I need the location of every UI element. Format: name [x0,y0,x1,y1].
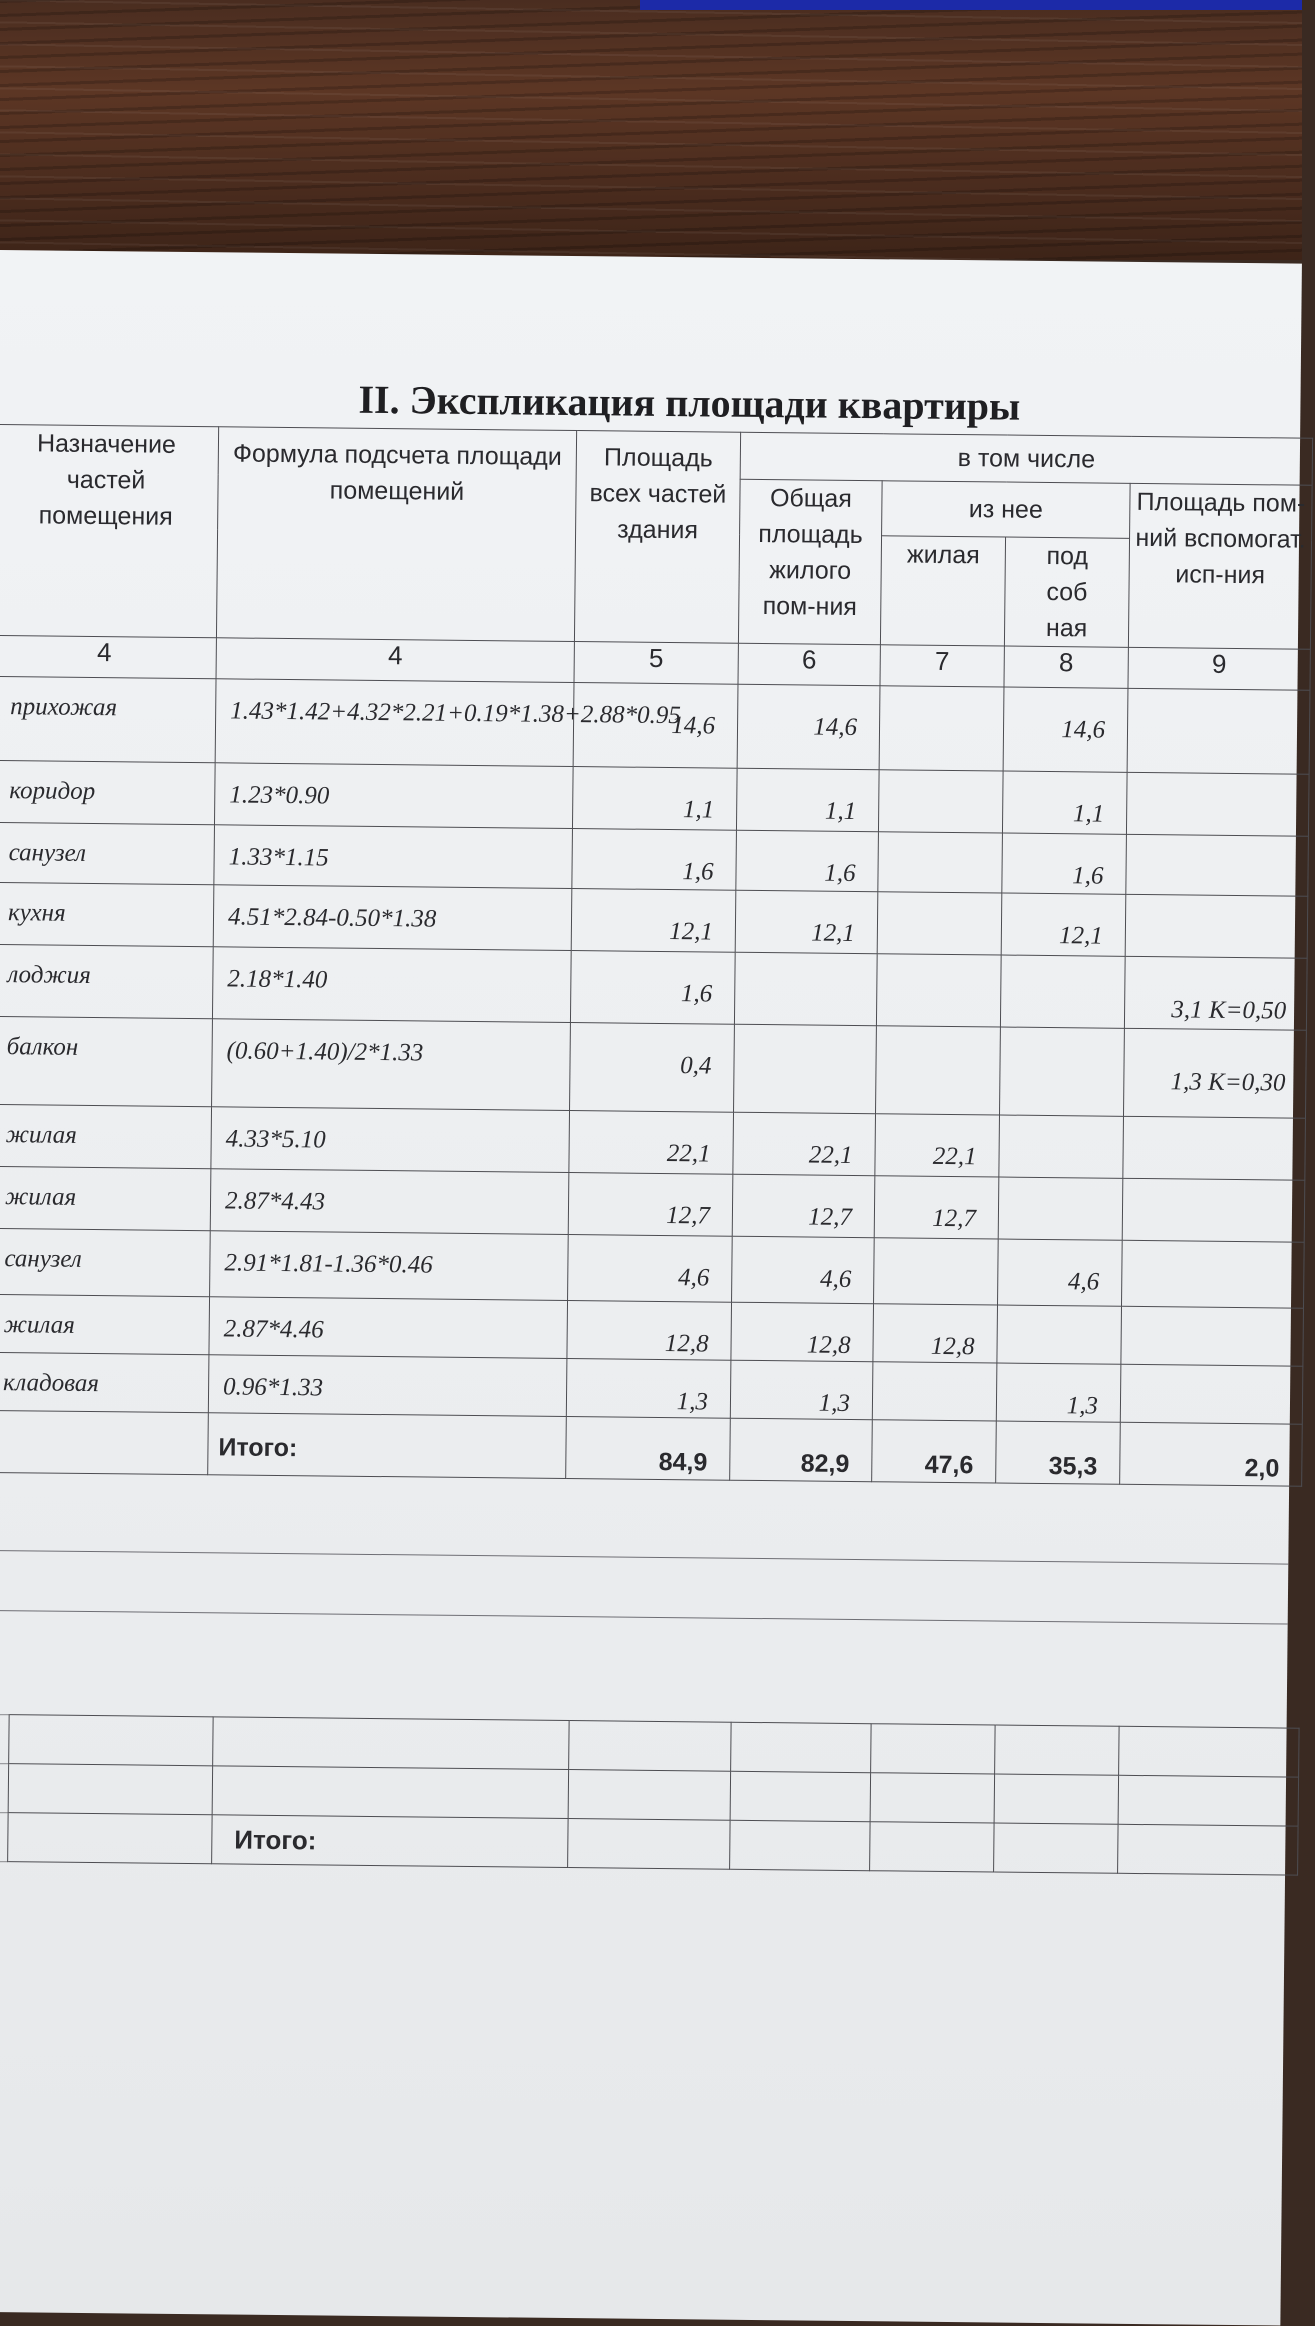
room-auxiliary [1122,1240,1305,1308]
room-aux: 14,6 [1003,687,1128,772]
room-formula: 1.33*1.15 [214,825,573,889]
divider-line [0,1610,1288,1625]
room-area: 12,7 [568,1173,733,1237]
column-number: 5 [574,642,738,685]
room-area: 0,4 [570,1023,735,1113]
header-total-living: Общая площадь жилого пом-ния [738,479,882,644]
room-name: жилая [0,1166,211,1230]
room-living: 12,7 [874,1176,999,1239]
room-aux [999,1115,1124,1178]
room-formula: 1.23*0.90 [214,763,573,829]
room-aux: 1,1 [1002,771,1127,834]
room-aux [998,1177,1123,1240]
room-name: жилая [0,1294,210,1354]
column-number: 8 [1004,646,1128,688]
room-aux: 4,6 [998,1239,1123,1306]
room-auxiliary: 3,1 K=0,50 [1124,956,1307,1030]
room-living [876,1026,1001,1115]
room-auxiliary [1121,1306,1304,1366]
header-purpose: Назначение частей помещения [0,424,219,637]
room-living [878,770,1003,833]
room-area: 4,6 [568,1235,733,1303]
room-aux [997,1305,1122,1364]
room-total-living [734,952,877,1025]
room-living [876,954,1001,1027]
room-living [874,1238,999,1305]
room-aux [999,1027,1124,1116]
header-formula: Формула подсчета площади помещений [216,427,576,642]
room-name: балкон [0,1016,212,1106]
room-auxiliary: 1,3 K=0,30 [1123,1028,1306,1118]
room-total-living: 12,1 [735,890,878,953]
column-number: 4 [216,638,574,683]
room-formula: 2.18*1.40 [212,947,571,1023]
lower-table [0,1714,1300,1876]
total-area: 84,9 [566,1416,731,1480]
room-area: 1,6 [572,829,737,891]
total-living: 47,6 [872,1420,997,1483]
totals-row [0,1410,1302,1486]
room-total-living: 22,1 [733,1112,876,1175]
document-page [0,250,1306,2326]
column-number: 7 [880,645,1004,687]
room-aux: 1,3 [996,1363,1121,1422]
table-row [0,676,1310,774]
column-number: 4 [0,635,216,678]
totals-label: Итого: [208,1413,567,1479]
room-area: 12,1 [571,889,736,953]
room-area: 1,6 [570,951,735,1025]
header-of-it: из нее [882,481,1131,539]
room-living [877,892,1002,955]
room-name: кладовая [0,1352,209,1412]
room-formula: 2.87*4.46 [209,1297,568,1359]
column-number: 6 [738,643,880,685]
header-living: жилая [880,536,1005,646]
room-aux [1000,955,1125,1028]
room-living [879,686,1004,771]
room-area: 14,6 [573,683,738,769]
header-area-all: Площадь всех частей здания [574,431,740,644]
room-formula: (0.60+1.40)/2*1.33 [212,1019,571,1111]
room-name: прихожая [0,676,216,762]
room-name: санузел [0,822,214,884]
room-total-living: 4,6 [732,1236,875,1303]
room-name: лоджия [0,944,213,1018]
room-auxiliary [1125,894,1308,958]
room-name: жилая [0,1104,212,1168]
room-formula: 1.43*1.42+4.32*2.21+0.19*1.38+2.88*0.95 [215,679,574,767]
room-total-living: 1,3 [730,1360,873,1419]
room-total-living: 12,8 [731,1302,874,1361]
header-aux: под соб ная [1004,537,1129,647]
room-area: 12,8 [567,1301,732,1361]
room-auxiliary [1127,688,1310,774]
column-number: 9 [1128,647,1310,690]
room-total-living: 1,1 [736,768,879,831]
room-total-living: 1,6 [736,830,879,891]
room-auxiliary [1122,1178,1305,1242]
room-formula: 4.51*2.84-0.50*1.38 [213,885,572,951]
header-auxiliary: Площадь пом-ний вспомогат. исп-ния [1128,483,1312,649]
lower-totals-label: Итого: [212,1815,568,1868]
room-name: санузел [0,1228,210,1296]
room-auxiliary [1120,1364,1303,1424]
document-title: II. Экспликация площади квартиры [358,376,1021,429]
total-auxiliary: 2,0 [1120,1422,1303,1486]
room-total-living [734,1024,877,1113]
room-aux: 12,1 [1001,893,1126,956]
room-area: 1,1 [572,767,737,831]
room-total-living: 12,7 [732,1174,875,1237]
room-auxiliary [1126,834,1309,896]
header-including: в том числе [740,432,1313,485]
room-formula: 2.91*1.81-1.36*0.46 [210,1231,569,1301]
room-name: кухня [0,882,214,946]
room-name: коридор [0,760,215,824]
room-formula: 0.96*1.33 [208,1355,567,1417]
table-row [0,944,1307,1030]
header-row [0,424,1313,485]
room-formula: 2.87*4.43 [210,1169,569,1235]
room-auxiliary [1126,772,1309,836]
room-aux: 1,6 [1002,833,1127,894]
total-total-living: 82,9 [730,1418,873,1481]
room-area: 1,3 [566,1358,731,1418]
room-living: 12,8 [873,1304,998,1363]
table-row [0,1016,1306,1118]
total-aux: 35,3 [996,1421,1121,1484]
blue-object-edge [640,0,1302,10]
explication-table [0,424,1313,1487]
divider-line [0,1550,1288,1565]
room-formula: 4.33*5.10 [211,1107,570,1173]
room-living: 22,1 [875,1114,1000,1177]
room-living [872,1362,997,1421]
wooden-table-background [0,0,1302,260]
room-area: 22,1 [569,1111,734,1175]
room-living [878,832,1003,893]
room-auxiliary [1123,1116,1306,1180]
room-total-living: 14,6 [737,684,880,769]
